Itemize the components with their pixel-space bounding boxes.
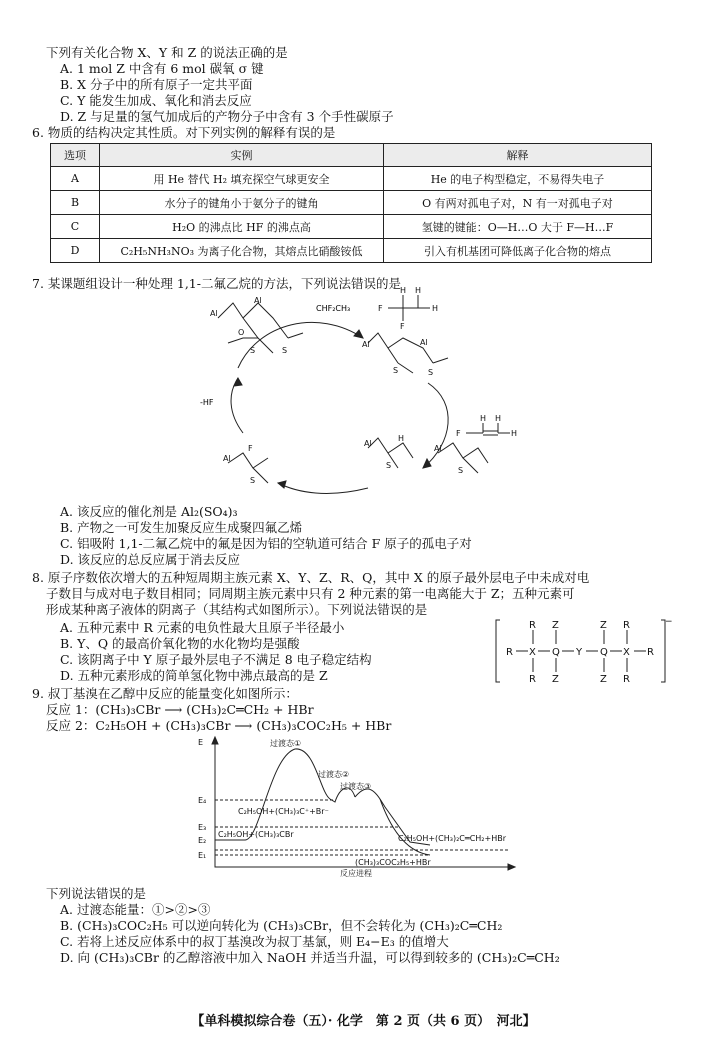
energy-diagram	[190, 737, 520, 877]
q8-option-d: D. 五种元素形成的简单氢化物中沸点最高的是 Z	[60, 668, 328, 683]
cell: C₂H₅NH₃NO₃ 为离子化合物，其熔点比硝酸铵低	[100, 239, 384, 263]
cell: C	[51, 215, 100, 239]
cell: 氢键的键能：O—H…O 大于 F—H…F	[384, 215, 652, 239]
atom-label: Al	[254, 296, 262, 305]
ion-atom: Q	[552, 647, 560, 658]
cell: H₂O 的沸点比 HF 的沸点高	[100, 215, 384, 239]
q8-option-b: B. Y、Q 的最高价氧化物的水化物均是强酸	[60, 636, 300, 651]
level-label: E₃	[198, 823, 207, 832]
q5-option-b: B. X 分子中的所有原子一定共平面	[60, 77, 253, 92]
axis-x-label: 反应进程	[340, 869, 372, 878]
atom-label: F	[248, 444, 253, 453]
atom-label: H	[415, 286, 422, 295]
q9-option-a: A. 过渡态能量：①>②>③	[60, 902, 211, 917]
atom-label: H	[400, 286, 407, 295]
q9-question: 下列说法错误的是	[46, 886, 147, 901]
atom-label: S	[393, 366, 399, 375]
ion-charge: −	[665, 617, 673, 627]
q6-header-explain: 解释	[384, 144, 652, 167]
ion-atom: R	[623, 674, 630, 685]
ion-atom: Z	[600, 674, 607, 685]
atom-label: S	[250, 476, 256, 485]
atom-label: S	[386, 461, 392, 470]
atom-label: F	[456, 429, 461, 438]
atom-label: O	[238, 328, 245, 337]
page-footer: 【单科模拟综合卷（五）· 化学 第 2 页（共 6 页） 河北】	[191, 1014, 536, 1029]
ts-label: 过渡态③	[340, 782, 372, 791]
cell: 引入有机基团可降低离子化合物的熔点	[384, 239, 652, 263]
product2-label: (CH₃)₃COC₂H₅+HBr	[355, 858, 431, 867]
table-row	[51, 239, 652, 263]
cell: D	[51, 239, 100, 263]
cell: 用 He 替代 H₂ 填充探空气球更安全	[100, 167, 384, 191]
q8-stem-line1: 8. 原子序数依次增大的五种短周期主族元素 X、Y、Z、R、Q，其中 X 的原子最外层电子中未成对电	[32, 570, 590, 585]
ion-atom: Y	[576, 647, 583, 658]
q8-stem-line3: 形成某种离子液体的阴离子（其结构式如图所示）。下列说法错误的是	[46, 602, 428, 617]
product1-label: C₂H₅OH+(CH₃)₂C═CH₂+HBr	[398, 834, 506, 843]
cell: He 的电子构型稳定，不易得失电子	[384, 167, 652, 191]
atom-label: S	[282, 346, 288, 355]
atom-label: H	[398, 434, 405, 443]
ion-atom: R	[647, 647, 654, 658]
q7-option-d: D. 该反应的总反应属于消去反应	[60, 552, 241, 567]
cell: B	[51, 191, 100, 215]
q8-option-a: A. 五种元素中 R 元素的电负性最大且原子半径最小	[60, 620, 345, 635]
ion-atom: R	[529, 674, 536, 685]
ion-atom: X	[529, 647, 536, 658]
atom-label: Al	[210, 309, 218, 318]
intermediate-label: C₂H₅OH+(CH₃)₃C⁺+Br⁻	[238, 807, 329, 816]
anion-structure	[496, 616, 671, 686]
catalytic-cycle-figure	[198, 283, 528, 508]
reagent-label: CHF₂CH₃	[316, 304, 351, 313]
reactant-label: C₂H₅OH+(CH₃)₃CBr	[218, 830, 294, 839]
q6-header-option: 选项	[51, 144, 100, 167]
atom-label: S	[428, 368, 434, 377]
atom-label: H	[480, 414, 487, 423]
ion-atom: Z	[552, 674, 559, 685]
atom-label: Al	[223, 454, 231, 463]
q6-header-example: 实例	[100, 144, 384, 167]
level-label: E₁	[198, 851, 207, 860]
q5-option-d: D. Z 与足量的氢气加成后的产物分子中含有 3 个手性碳原子	[60, 109, 394, 124]
q9-reaction1: 反应 1：(CH₃)₃CBr ⟶ (CH₃)₂C═CH₂ + HBr	[46, 702, 314, 717]
q5-option-c: C. Y 能发生加成、氧化和消去反应	[60, 93, 252, 108]
atom-label: Al	[364, 439, 372, 448]
table-row	[51, 215, 652, 239]
level-label: E₂	[198, 836, 207, 845]
axis-y-label: E	[198, 738, 204, 747]
q9-option-c: C. 若将上述反应体系中的叔丁基溴改为叔丁基氯，则 E₄−E₃ 的值增大	[60, 934, 449, 949]
atom-label: S	[458, 466, 464, 475]
q6-table	[50, 143, 652, 263]
q9-option-d: D. 向 (CH₃)₃CBr 的乙醇溶液中加入 NaOH 并适当升温，可以得到较多的 (CH₃)₂C═CH₂	[60, 950, 560, 965]
level-label: E₄	[198, 796, 207, 805]
ion-atom: R	[506, 647, 513, 658]
q6-stem: 6. 物质的结构决定其性质。对下列实例的解释有误的是	[32, 125, 336, 140]
q8-stem-line2: 子数目与成对电子数目相同；同周期主族元素中只有 2 种元素的第一电离能大于 Z；五种元素可	[46, 586, 575, 601]
q5-option-a: A. 1 mol Z 中含有 6 mol 碳氧 σ 键	[60, 61, 264, 76]
q9-reaction2: 反应 2：C₂H₅OH + (CH₃)₃CBr ⟶ (CH₃)₃COC₂H₅ + HBr	[46, 718, 392, 733]
atom-label: F	[378, 304, 383, 313]
atom-label: H	[511, 429, 518, 438]
ion-atom: Z	[552, 620, 559, 631]
table-row	[51, 167, 652, 191]
q7-option-b: B. 产物之一可发生加聚反应生成聚四氟乙烯	[60, 520, 303, 535]
q8-option-c: C. 该阴离子中 Y 原子最外层电子不满足 8 电子稳定结构	[60, 652, 372, 667]
q7-stem: 7. 某课题组设计一种处理 1,1-二氟乙烷的方法，下列说法错误的是	[32, 276, 401, 291]
atom-label: H	[432, 304, 439, 313]
q9-stem: 9. 叔丁基溴在乙醇中反应的能量变化如图所示：	[32, 686, 298, 701]
atom-label: Al	[420, 338, 428, 347]
table-row	[51, 191, 652, 215]
q5-stem: 下列有关化合物 X、Y 和 Z 的说法正确的是	[46, 45, 288, 60]
q7-option-c: C. 铝吸附 1,1-二氟乙烷中的氟是因为铝的空轨道可结合 F 原子的孤电子对	[60, 536, 472, 551]
ion-atom: X	[623, 647, 630, 658]
ion-atom: R	[623, 620, 630, 631]
cell: 水分子的键角小于氨分子的键角	[100, 191, 384, 215]
atom-label: Al	[362, 340, 370, 349]
ion-atom: Z	[600, 620, 607, 631]
hf-label: -HF	[200, 398, 214, 407]
atom-label: S	[250, 346, 256, 355]
ion-atom: R	[529, 620, 536, 631]
ts-label: 过渡态②	[318, 770, 350, 779]
atom-label: F	[400, 322, 405, 331]
atom-label: Al	[434, 444, 442, 453]
ts-label: 过渡态①	[270, 739, 302, 748]
cell: A	[51, 167, 100, 191]
cell: O 有两对孤电子对，N 有一对孤电子对	[384, 191, 652, 215]
atom-label: H	[495, 414, 502, 423]
q7-option-a: A. 该反应的催化剂是 Al₂(SO₄)₃	[60, 504, 238, 519]
ion-atom: Q	[600, 647, 608, 658]
q9-option-b: B. (CH₃)₃COC₂H₅ 可以逆向转化为 (CH₃)₃CBr，但不会转化为 (CH₃)₂C═CH₂	[60, 918, 503, 933]
